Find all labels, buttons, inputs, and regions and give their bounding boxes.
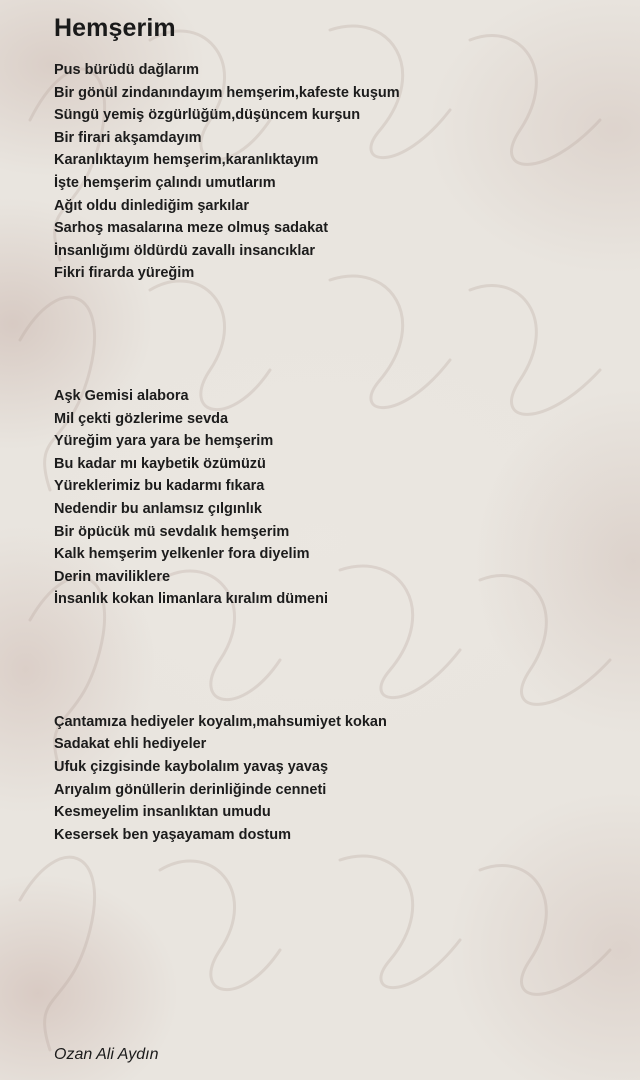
author-signature: Ozan Ali Aydın (54, 1046, 159, 1063)
poem-line: Derin maviliklere (54, 568, 171, 585)
poem-line: Bu kadar mı kaybetik özümüzü (54, 455, 266, 472)
page-title: Hemşerim (54, 14, 176, 42)
poem-line: İnsanlığımı öldürdü zavallı insancıklar (54, 242, 316, 259)
poem-line: Karanlıktayım hemşerim,karanlıktayım (54, 152, 319, 169)
poem-line: Ağıt oldu dinlediğim şarkılar (54, 197, 249, 214)
poem-line: Nedendir bu anlamsız çılgınlık (54, 500, 262, 517)
poem-line: Bir gönül zindanındayım hemşerim,kafeste kuşum (54, 84, 400, 101)
poem-line: İnsanlık kokan limanlara kıralım dümeni (54, 591, 328, 608)
poem-line: Pus bürüdü dağlarım (54, 62, 200, 78)
poem-line: Yüreklerimiz bu kadarmı fıkara (54, 478, 265, 495)
poem-line: Mil çekti gözlerime sevda (54, 410, 229, 427)
poem-line: Ufuk çizgisinde kaybolalım yavaş yavaş (54, 759, 329, 776)
poem-line: Aşk Gemisi alabora (54, 387, 189, 404)
poem-line: Kesmeyelim insanlıktan umudu (54, 804, 271, 821)
stanza-separator (0, 611, 640, 711)
stanza-1 (54, 59, 640, 285)
stanza-separator (0, 285, 640, 385)
stanza-2 (54, 385, 640, 611)
poem-line: Süngü yemiş özgürlüğüm,düşüncem kurşun (54, 107, 361, 124)
poem-line: Kalk hemşerim yelkenler fora diyelim (54, 546, 310, 563)
poem-line: Fikri firarda yüreğim (54, 265, 195, 282)
poem-line: Arıyalım gönüllerin derinliğinde cenneti (54, 781, 327, 798)
poem-line: Yüreğim yara yara be hemşerim (54, 433, 274, 450)
poem-line: Çantamıza hediyeler koyalım,mahsumiyet kokan (54, 713, 387, 730)
poem-line: Bir öpücük mü sevdalık hemşerim (54, 523, 290, 540)
poem-line: Sadakat ehli hediyeler (54, 736, 207, 753)
poem-line: Sarhoş masalarına meze olmuş sadakat (54, 220, 329, 237)
poem-line: Kesersek ben yaşayamam dostum (54, 826, 291, 843)
poem-line: Bir firari akşamdayım (54, 129, 202, 146)
stanza-3 (54, 711, 640, 847)
poem-line: İşte hemşerim çalındı umutlarım (54, 174, 276, 191)
